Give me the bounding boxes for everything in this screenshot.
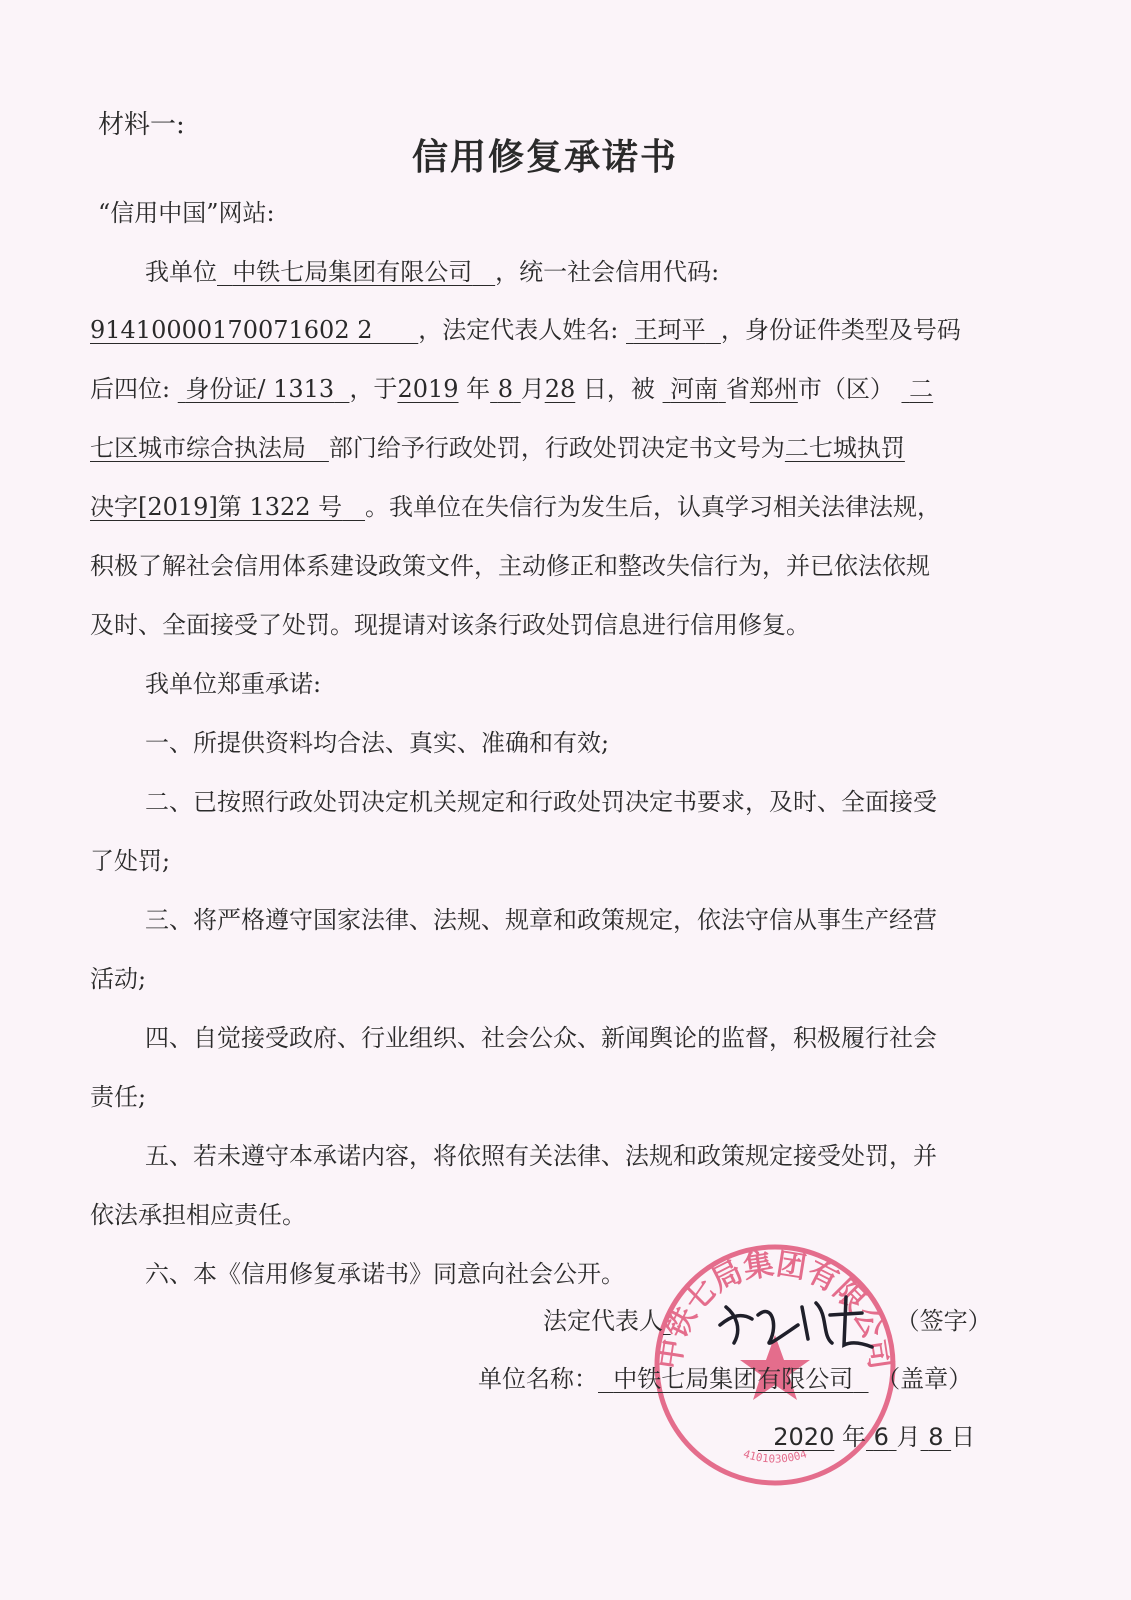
city-unit: 市（区） [797, 375, 894, 403]
penalty-day: 28 [544, 375, 576, 403]
month-unit: 月 [520, 375, 545, 403]
signoff-month-unit: 月 [896, 1423, 921, 1451]
unit-name-field: 中铁七局集团有限公司 [232, 258, 473, 286]
day-unit: 日，被 [582, 375, 655, 403]
signoff-date-line [758, 1420, 975, 1454]
id-value: 身份证/ 1313 [185, 375, 335, 403]
promise-item-5: 五、若未遵守本承诺内容，将依照有关法律、法规和政策规定接受处罚，并 [145, 1142, 937, 1170]
signoff-unit-label: 单位名称： [478, 1365, 598, 1393]
id-label-2: 后四位: [90, 375, 171, 403]
city-value: 郑州 [749, 375, 798, 403]
signoff-year: 2020 [773, 1423, 835, 1451]
intro-line-6: 积极了解社会信用体系建设政策文件，主动修正和整改失信行为，并已依法依规 [90, 552, 930, 580]
document-title: 信用修复承诺书 [412, 136, 679, 178]
dept-part-2: 七区城市综合执法局 [90, 434, 306, 462]
promise-item-5-cont: 依法承担相应责任。 [90, 1201, 306, 1229]
signoff-day-unit: 日 [951, 1423, 976, 1451]
unit-prefix: 我单位 [145, 258, 217, 286]
doc-no-part-2: 决字[2019]第 1322 号 [90, 493, 343, 521]
promise-item-6: 六、本《信用修复承诺书》同意向社会公开。 [145, 1260, 625, 1288]
addressee: “信用中国”网站: [98, 199, 275, 227]
seal-note: （盖章） [876, 1365, 973, 1393]
signoff-rep-line [543, 1304, 992, 1338]
sign-note: （签字） [895, 1307, 992, 1335]
signoff-rep-label: 法定代表人 [543, 1307, 663, 1335]
penalty-year: 2019 [397, 375, 459, 403]
intro-line-5 [90, 490, 941, 524]
body-after-doc: 。我单位在失信行为发生后，认真学习相关法律法规， [365, 493, 942, 521]
signoff-year-unit: 年 [841, 1423, 866, 1451]
signoff-unit-line [478, 1362, 972, 1396]
credit-code-label: ，统一社会信用代码: [495, 258, 720, 286]
intro-line-2 [90, 313, 961, 347]
promise-item-3: 三、将严格遵守国家法律、法规、规章和政策规定，依法守信从事生产经营 [145, 906, 937, 934]
doc-no-part-1: 二七城执罚 [784, 434, 905, 462]
signature-blank [663, 1304, 888, 1338]
signoff-day: 8 [928, 1423, 944, 1451]
intro-line-3 [90, 372, 933, 406]
province-value: 河南 [670, 375, 719, 403]
date-prefix: ，于 [349, 375, 398, 403]
material-label: 材料一: [98, 110, 185, 140]
dept-suffix: 部门给予行政处罚，行政处罚决定书文号为 [328, 434, 785, 462]
promise-item-3-cont: 活动; [90, 965, 147, 993]
seal-text: 中铁七局集团有限公司 [652, 1246, 898, 1372]
intro-line-1 [145, 255, 719, 289]
signoff-unit-value: 中铁七局集团有限公司 [613, 1365, 854, 1393]
promise-item-4-cont: 责任; [90, 1083, 147, 1111]
promise-item-2-cont: 了处罚; [90, 847, 171, 875]
rep-name-value: 王珂平 [633, 316, 706, 344]
promise-item-1: 一、所提供资料均合法、真实、准确和有效; [145, 729, 610, 757]
seal-number: 4101030004 [741, 1447, 809, 1466]
intro-line-7: 及时、全面接受了处罚。现提请对该条行政处罚信息进行信用修复。 [90, 611, 810, 639]
year-unit: 年 [466, 375, 491, 403]
intro-line-4 [90, 431, 905, 465]
signoff-month: 6 [873, 1423, 889, 1451]
id-label: ，身份证件类型及号码 [720, 316, 961, 344]
dept-part-1: 二 [909, 375, 934, 403]
credit-code-value: 91410000170071602 2 [90, 316, 373, 344]
penalty-month: 8 [497, 375, 514, 403]
promise-heading: 我单位郑重承诺: [145, 670, 322, 698]
promise-item-4: 四、自觉接受政府、行业组织、社会公众、新闻舆论的监督，积极履行社会 [145, 1024, 937, 1052]
promise-item-2: 二、已按照行政处罚决定机关规定和行政处罚决定书要求，及时、全面接受 [145, 788, 937, 816]
province-unit: 省 [725, 375, 750, 403]
rep-label: ，法定代表人姓名: [418, 316, 619, 344]
